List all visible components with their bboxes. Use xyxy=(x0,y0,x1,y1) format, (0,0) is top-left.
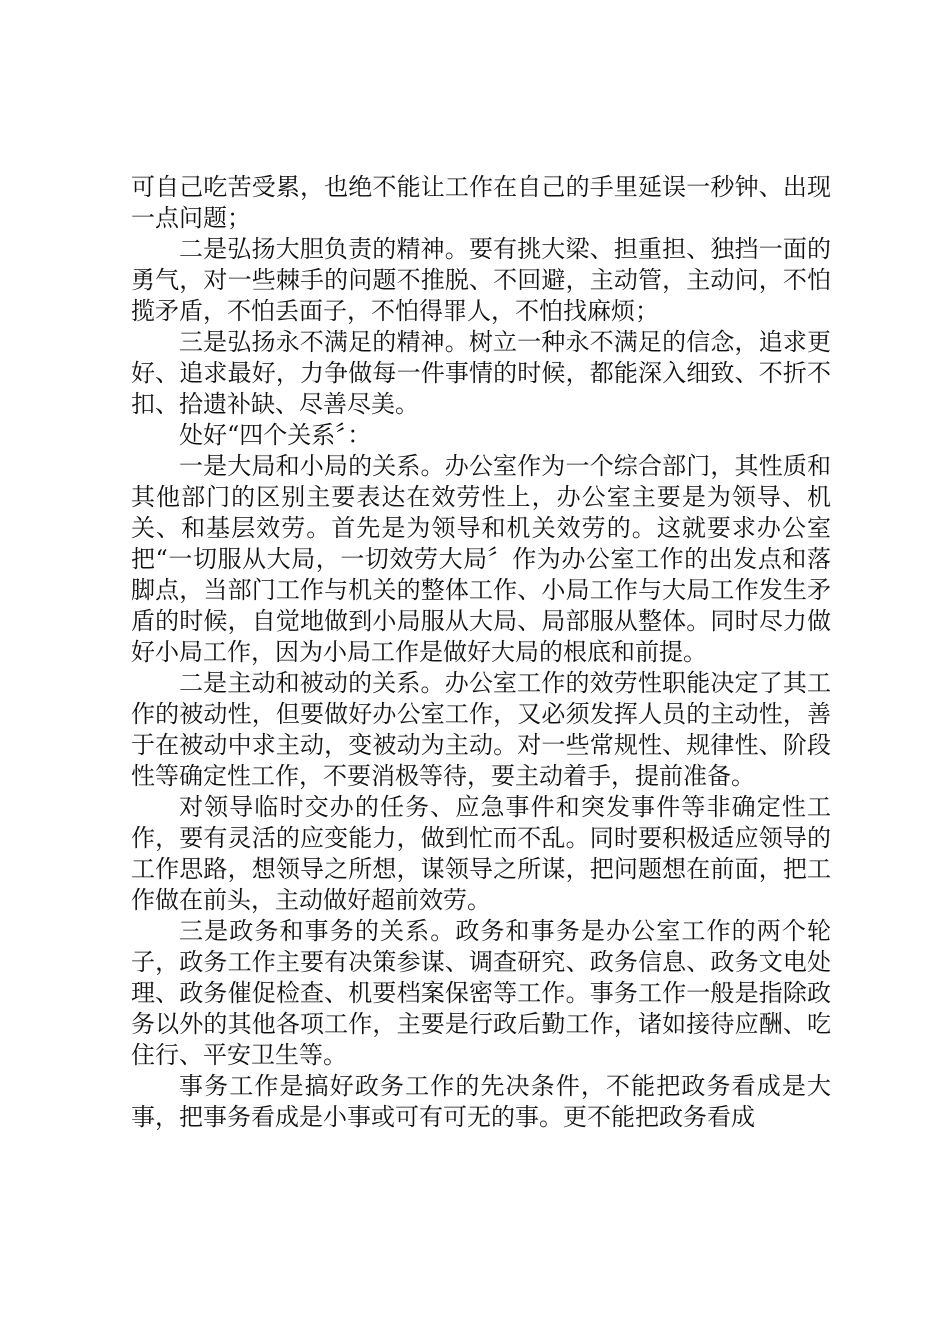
paragraph-government-affairs: 三是政务和事务的关系。政务和事务是办公室工作的两个轮子，政务工作主要有决策参谋、调查研究、政务信息、政务文电处理、政务催促检查、机要档案保密等工作。事务工作一般是指除政务以外的其他各项工作，主要是行政后勤工作，诸如接待应酬、吃住行、平安卫生等。 xyxy=(131,917,831,1069)
paragraph-continuation: 可自己吃苦受累，也绝不能让工作在自己的手里延误一秒钟、出现一点问题； xyxy=(131,173,831,232)
paragraph-never-satisfied: 三是弘扬永不满足的精神。树立一种永不满足的信念，追求更好、追求最好，力争做每一件事情的时候，都能深入细致、不折不扣、拾遗补缺、尽善尽美。 xyxy=(131,328,831,418)
paragraph-affairs-precondition: 事务工作是搞好政务工作的先决条件，不能把政务看成是大事，把事务看成是小事或可有可无的事。更不能把政务看成 xyxy=(131,1072,831,1131)
paragraph-big-small-picture: 一是大局和小局的关系。办公室作为一个综合部门，其性质和其他部门的区别主要表达在效劳性上，办公室主要是为领导、机关、和基层效劳。首先是为领导和机关效劳的。这就要求办公室把“一切服从大局，一切效劳大局〞作为办公室工作的出发点和落脚点，当部门工作与机关的整体工作、小局工作与大局工作发生矛盾的时候，自觉地做到小局服从大局、局部服从整体。同时尽力做好小局工作，因为小局工作是做好大局的根底和前提。 xyxy=(131,452,831,666)
paragraph-active-passive: 二是主动和被动的关系。办公室工作的效劳性职能决定了其工作的被动性，但要做好办公室工作，又必须发挥人员的主动性，善于在被动中求主动，变被动为主动。对一些常规性、规律性、阶段性等确定性工作，不要消极等待，要主动着手，提前准备。 xyxy=(131,669,831,790)
document-body xyxy=(131,172,831,1133)
paragraph-bold-responsibility: 二是弘扬大胆负责的精神。要有挑大梁、担重担、独挡一面的勇气，对一些棘手的问题不推脱、不回避，主动管，主动问，不怕揽矛盾，不怕丢面子，不怕得罪人，不怕找麻烦； xyxy=(131,235,831,325)
paragraph-temporary-tasks: 对领导临时交办的任务、应急事件和突发事件等非确定性工作，要有灵活的应变能力，做到忙而不乱。同时要积极适应领导的工作思路，想领导之所想，谋领导之所谋，把问题想在前面，把工作做在前头，主动做好超前效劳。 xyxy=(131,793,831,914)
paragraph-four-relations-heading: 处好“四个关系〞： xyxy=(179,421,372,449)
